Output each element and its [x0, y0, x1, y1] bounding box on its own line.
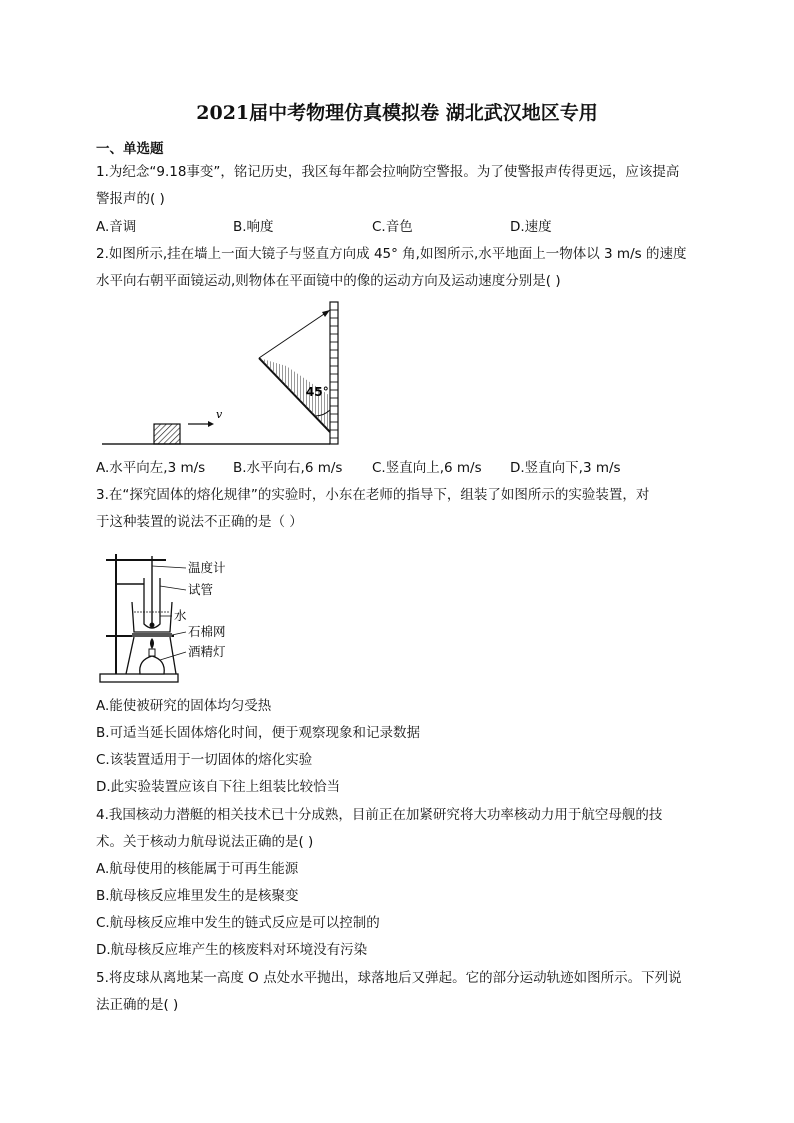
q2-mirror-figure — [96, 296, 356, 452]
label-test-tube: 试管 — [188, 582, 214, 597]
section-heading: 一、单选题 — [96, 141, 164, 157]
q4-stem-line1: 4.我国核动力潜艇的相关技术已十分成熟，目前正在加紧研究将大功率核动力用于航空母舰的技 — [96, 807, 663, 823]
velocity-label: v — [216, 408, 223, 421]
q1-option-d: D.速度 — [510, 219, 552, 235]
q2-option-d: D.竖直向下,3 m/s — [510, 460, 621, 476]
stand-base — [100, 674, 178, 682]
hanging-string — [259, 310, 330, 358]
q5-stem-line1: 5.将皮球从离地某一高度 O 点处水平抛出，球落地后又弹起。它的部分运动轨迹如图所示。下列说 — [96, 970, 682, 986]
page-title: 2021届中考物理仿真模拟卷 湖北武汉地区专用 — [196, 102, 598, 124]
q2-stem-line2: 水平向右朝平面镜运动,则物体在平面镜中的像的运动方向及运动速度分别是( ) — [96, 273, 561, 289]
q4-option-a: A.航母使用的核能属于可再生能源 — [96, 861, 299, 877]
angle-label: 45° — [306, 385, 329, 399]
alcohol-lamp — [140, 656, 165, 674]
q1-option-a: A.音调 — [96, 219, 137, 235]
label-alcohol-lamp: 酒精灯 — [188, 644, 226, 659]
q3-option-a: A.能使被研究的固体均匀受热 — [96, 698, 272, 714]
q2-option-a: A.水平向左,3 m/s — [96, 460, 206, 476]
q4-stem-line2: 术。关于核动力航母说法正确的是( ) — [96, 834, 314, 850]
moving-block — [154, 424, 180, 444]
q2-option-b: B.水平向右,6 m/s — [233, 460, 343, 476]
q3-stem-line2: 于这种装置的说法不正确的是（ ） — [96, 514, 303, 530]
q2-stem-line1: 2.如图所示,挂在墙上一面大镜子与竖直方向成 45° 角,如图所示,水平地面上一物体以 3 m/s 的速度 — [96, 246, 687, 262]
label-water: 水 — [174, 608, 187, 623]
label-asbestos-gauze: 石棉网 — [188, 624, 226, 639]
q5-stem-line2: 法正确的是( ) — [96, 997, 179, 1013]
label-thermometer: 温度计 — [188, 560, 226, 575]
wall — [330, 302, 338, 444]
q3-apparatus-figure — [96, 548, 276, 686]
q1-stem-line2: 警报声的( ) — [96, 191, 165, 207]
q3-stem-line1: 3.在“探究固体的熔化规律”的实验时，小东在老师的指导下，组装了如图所示的实验装置，对 — [96, 487, 650, 503]
q1-option-b: B.响度 — [233, 219, 274, 235]
q2-option-c: C.竖直向上,6 m/s — [372, 460, 482, 476]
q3-option-d: D.此实验装置应该自下往上组装比较恰当 — [96, 779, 341, 795]
q1-stem-line1: 1.为纪念“9.18事变”，铭记历史，我区每年都会拉响防空警报。为了使警报声传得更远，应该提高 — [96, 164, 680, 180]
q3-option-c: C.该装置适用于一切固体的熔化实验 — [96, 752, 313, 768]
q1-option-c: C.音色 — [372, 219, 413, 235]
q4-option-d: D.航母核反应堆产生的核废料对环境没有污染 — [96, 942, 368, 958]
q4-option-c: C.航母核反应堆中发生的链式反应是可以控制的 — [96, 915, 380, 931]
q4-option-b: B.航母核反应堆里发生的是核聚变 — [96, 888, 299, 904]
q3-option-b: B.可适当延长固体熔化时间，便于观察现象和记录数据 — [96, 725, 421, 741]
asbestos-gauze — [132, 633, 172, 637]
